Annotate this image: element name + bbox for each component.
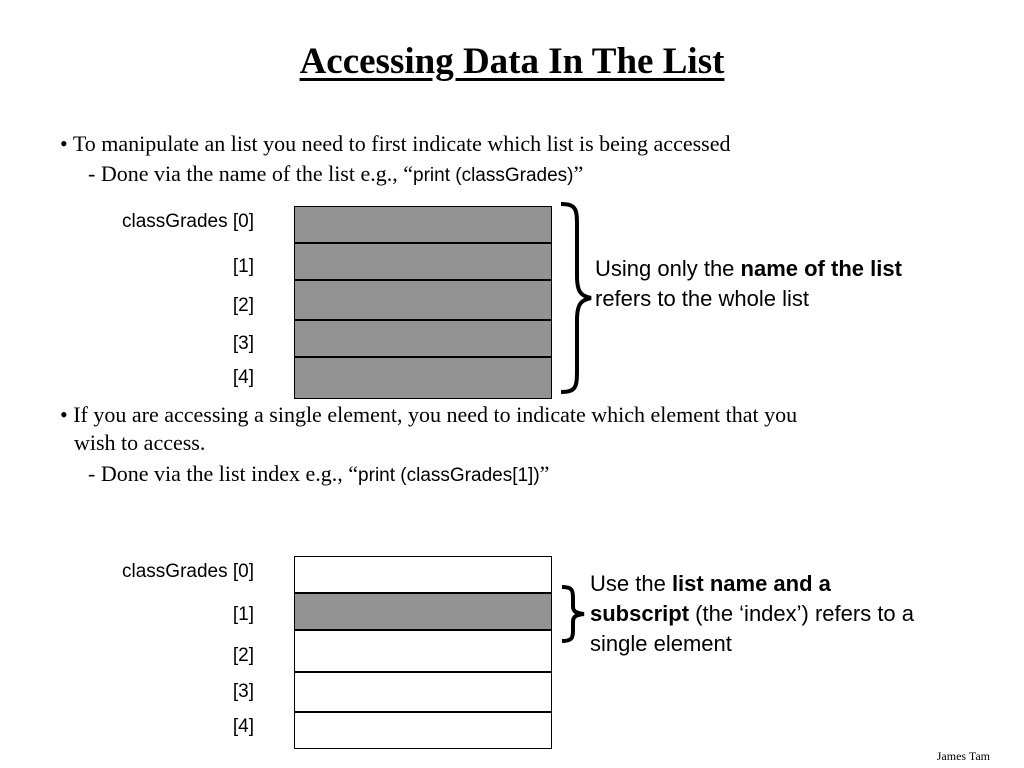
bullet-1: [60, 130, 731, 158]
label-index-0: classGrades [0]: [122, 211, 254, 232]
list2-cell-0: [294, 556, 552, 593]
bullet-1-text: To manipulate an list you need to first indicate which list is being accessed: [72, 131, 731, 156]
bullet-2-marker: •: [60, 402, 68, 427]
bullet-2-sub-code: print (classGrades[1]): [358, 465, 540, 486]
list2-cell-1-selected: [294, 593, 552, 630]
author-credit: James Tam: [936, 749, 990, 763]
list-cell-0: [294, 206, 552, 243]
slide-title: Accessing Data In The List: [299, 41, 725, 82]
list-cell-4: [294, 357, 552, 399]
curly-brace-large: [555, 200, 595, 396]
label2-index-2: [2]: [232, 645, 254, 666]
list-cell-1: [294, 243, 552, 280]
note-single-element: [590, 569, 930, 659]
bullet-2-sub-prefix: - Done via the list index e.g., “: [88, 461, 359, 486]
label2-index-4: [4]: [232, 716, 254, 737]
note-single-element-bold: list name and a subscript: [590, 571, 831, 626]
label-index-3: [3]: [232, 333, 254, 354]
list2-cell-3: [294, 672, 552, 712]
label2-index-1: [1]: [232, 604, 254, 625]
list-cell-3: [294, 320, 552, 357]
note-single-element-part2: (the ‘index’) refers to a single element: [590, 601, 915, 656]
bullet-2-line2: wish to access.: [74, 430, 206, 455]
list-cell-2: [294, 280, 552, 320]
label2-index-3: [3]: [232, 681, 254, 702]
bullet-1-sub: [88, 160, 583, 190]
label2-index-0: classGrades [0]: [122, 561, 254, 582]
bullet-1-sub-suffix: ”: [573, 161, 584, 186]
bullet-1-marker: •: [60, 131, 68, 156]
bullet-2-sub: [88, 460, 549, 490]
note-whole-list-bold: name of the list: [740, 256, 902, 281]
bullet-2-sub-suffix: ”: [539, 461, 550, 486]
label-index-2: [2]: [232, 295, 254, 316]
note-single-element-part1: Use the: [590, 571, 672, 596]
label-index-4: [4]: [232, 367, 254, 388]
label-index-1: [1]: [232, 256, 254, 277]
bullet-1-sub-code: print (classGrades): [413, 165, 574, 186]
note-whole-list: [595, 254, 925, 314]
list2-cell-2: [294, 630, 552, 672]
bullet-2-text-line1: If you are accessing a single element, you need to indicate which element that you: [73, 402, 798, 427]
bullet-1-sub-prefix: - Done via the name of the list e.g., “: [88, 161, 414, 186]
bullet-2: [60, 401, 797, 429]
note-whole-list-part2: refers to the whole list: [595, 286, 809, 311]
list2-cell-4: [294, 712, 552, 749]
curly-brace-small: [558, 584, 588, 644]
note-whole-list-part1: Using only the: [595, 256, 741, 281]
